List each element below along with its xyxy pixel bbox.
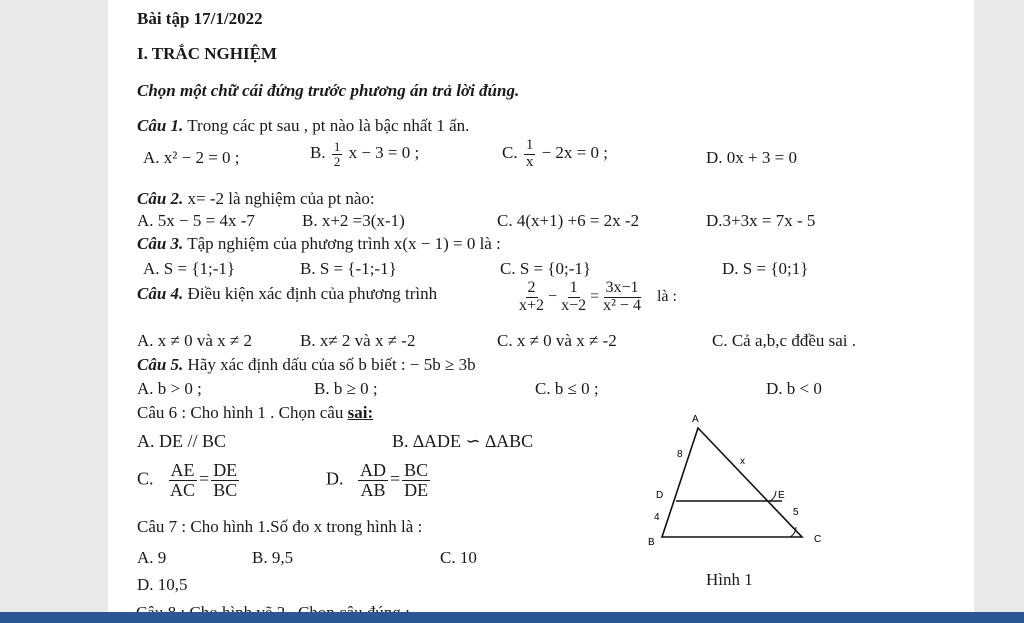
q6-c-n1: AE bbox=[170, 460, 195, 480]
q4-fraction-2 bbox=[559, 280, 588, 315]
question-5-text: Hãy xác định dấu của số b biết : − 5b ≥ 3b bbox=[187, 355, 476, 374]
q1-option-b bbox=[310, 140, 419, 168]
q6-c-d2: BC bbox=[213, 479, 238, 500]
q2-option-d: D.3+3x = 7x - 5 bbox=[706, 211, 816, 230]
q2-option-b: B. x+2 =3(x-1) bbox=[302, 211, 405, 230]
q5-option-c: C. b ≤ 0 ; bbox=[535, 379, 599, 398]
q4-f1-den: x+2 bbox=[519, 296, 545, 314]
figure-1-triangle bbox=[640, 410, 840, 560]
vertex-c-label: C bbox=[814, 534, 822, 545]
segment-ad-label: 8 bbox=[677, 449, 683, 460]
q1-option-c bbox=[502, 138, 608, 171]
q4-option-b: B. x≠ 2 và x ≠ -2 bbox=[300, 331, 416, 350]
question-4 bbox=[137, 284, 437, 304]
q5-option-a: A. b > 0 ; bbox=[137, 379, 202, 398]
question-6-text: Câu 6 : Cho hình 1 . Chọn câu bbox=[137, 403, 344, 422]
q1-option-d: D. 0x + 3 = 0 bbox=[706, 148, 797, 167]
q4-f2-num: 1 bbox=[569, 279, 578, 296]
q2-option-a: A. 5x − 5 = 4x -7 bbox=[137, 211, 255, 230]
question-2-label: Câu 2. bbox=[137, 189, 184, 208]
question-2 bbox=[137, 189, 375, 209]
q5-option-b: B. b ≥ 0 ; bbox=[314, 379, 378, 398]
q2-option-c: C. 4(x+1) +6 = 2x -2 bbox=[497, 211, 640, 230]
q6-option-b: B. ∆ADE ∽ ∆ABC bbox=[392, 431, 534, 451]
q6-option-a: A. DE // BC bbox=[137, 431, 227, 451]
instruction: Chọn một chữ cái đứng trước phương án trả lời đúng. bbox=[137, 81, 520, 100]
question-4-label: Câu 4. bbox=[137, 284, 184, 303]
question-6-sai: sai: bbox=[347, 403, 374, 422]
q6-d-frac-2 bbox=[402, 461, 430, 500]
q7-option-b: B. 9,5 bbox=[252, 548, 294, 567]
q1-b-den: 2 bbox=[333, 153, 341, 169]
question-4-text: Điều kiện xác định của phương trình bbox=[187, 284, 438, 303]
question-3 bbox=[137, 234, 501, 254]
q6-option-d: D. $\frac{AD}{AB}$ = $\frac{BC}{DE}$ bbox=[326, 460, 429, 500]
q1-option-c-label: C. bbox=[502, 143, 518, 163]
question-6 bbox=[137, 403, 373, 423]
q7-option-d: D. 10,5 bbox=[137, 575, 188, 594]
q1-option-b-label: B. bbox=[310, 143, 326, 163]
q6-d-n2: BC bbox=[404, 460, 429, 480]
q4-fraction-1 bbox=[517, 280, 546, 315]
q1-b-fraction bbox=[332, 140, 343, 168]
vertex-d-label: D bbox=[656, 490, 664, 501]
q6-c-n2: DE bbox=[213, 460, 238, 480]
q4-f2-den: x−2 bbox=[561, 296, 587, 314]
segment-db-label: 4 bbox=[654, 512, 660, 523]
q6-c-frac-1 bbox=[168, 461, 197, 500]
q6-c-d1: AC bbox=[170, 479, 196, 500]
q4-equation: $\frac{2}{x+2}$ − $\frac{1}{x-2}$ = $\frac{3x-1}{\text{x² − 4}}$ là : bbox=[519, 279, 677, 314]
q4-f1-num: 2 bbox=[527, 279, 536, 296]
q4-fraction-3 bbox=[601, 280, 643, 315]
q1-option-b-rest: x − 3 = 0 ; bbox=[348, 143, 420, 163]
q3-option-b: B. S = {-1;-1} bbox=[300, 259, 397, 278]
q4-option-d: C. Cả a,b,c đđều sai . bbox=[712, 331, 856, 350]
question-1 bbox=[137, 116, 469, 136]
q6-d-frac-1 bbox=[358, 461, 388, 500]
q6-d-n1: AD bbox=[360, 460, 386, 480]
question-7: Câu 7 : Cho hình 1.Số đo x trong hình là : bbox=[137, 517, 423, 536]
q3-option-c: C. S = {0;-1} bbox=[500, 259, 592, 278]
question-3-label: Câu 3. bbox=[137, 234, 184, 253]
taskbar-strip bbox=[0, 612, 1024, 623]
vertex-e-label: E bbox=[778, 490, 785, 501]
question-1-label: Câu 1. bbox=[137, 116, 184, 135]
vertex-b-label: B bbox=[648, 537, 655, 548]
q3-option-a: A. S = {1;-1} bbox=[143, 259, 236, 278]
q6-option-d-label: D. bbox=[326, 468, 344, 489]
q4-tail: là : bbox=[656, 287, 677, 305]
q7-option-a: A. 9 bbox=[137, 548, 167, 567]
question-8-cut bbox=[136, 603, 410, 612]
q5-option-d: D. b < 0 bbox=[766, 379, 822, 398]
segment-ae-label: x bbox=[740, 456, 745, 467]
q1-option-c-rest: − 2x = 0 ; bbox=[541, 143, 608, 163]
q7-option-c: C. 10 bbox=[440, 548, 477, 567]
q4-f3-den: x² − 4 bbox=[603, 296, 641, 314]
q6-d-d1: AB bbox=[360, 479, 386, 500]
q6-option-c-label: C. bbox=[137, 468, 154, 489]
q6-d-d2: DE bbox=[404, 479, 429, 500]
q1-c-fraction bbox=[524, 138, 536, 171]
figure-caption: Hình 1 bbox=[706, 570, 753, 589]
question-5-label: Câu 5. bbox=[137, 355, 184, 374]
question-1-text: Trong các pt sau , pt nào là bậc nhất 1 ẩn. bbox=[187, 116, 470, 135]
segment-ec-label: 5 bbox=[793, 507, 799, 518]
q3-option-d: D. S = {0;1} bbox=[722, 259, 809, 278]
q4-option-a: A. x ≠ 0 và x ≠ 2 bbox=[137, 331, 252, 350]
question-5 bbox=[137, 355, 476, 375]
question-3-text: Tập nghiệm của phương trình x(x − 1) = 0 là : bbox=[187, 234, 501, 253]
q4-f3-num: 3x−1 bbox=[605, 279, 639, 296]
section-heading: I. TRẮC NGHIỆM bbox=[137, 44, 277, 63]
q1-b-num: 1 bbox=[333, 139, 341, 154]
vertex-a-label: A bbox=[692, 414, 699, 425]
question-2-text: x= -2 là nghiệm của pt nào: bbox=[187, 189, 375, 208]
q1-c-den: x bbox=[525, 153, 534, 170]
q6-c-frac-2 bbox=[211, 461, 239, 500]
q6-option-c: C. $\frac{AE}{AC}$ = $\frac{DE}{BC}$ bbox=[137, 460, 238, 500]
doc-title: Bài tập 17/1/2022 bbox=[137, 9, 263, 28]
q4-option-c: C. x ≠ 0 và x ≠ -2 bbox=[497, 331, 617, 350]
q1-c-num: 1 bbox=[525, 137, 534, 153]
q1-option-a: A. x² − 2 = 0 ; bbox=[143, 148, 240, 167]
